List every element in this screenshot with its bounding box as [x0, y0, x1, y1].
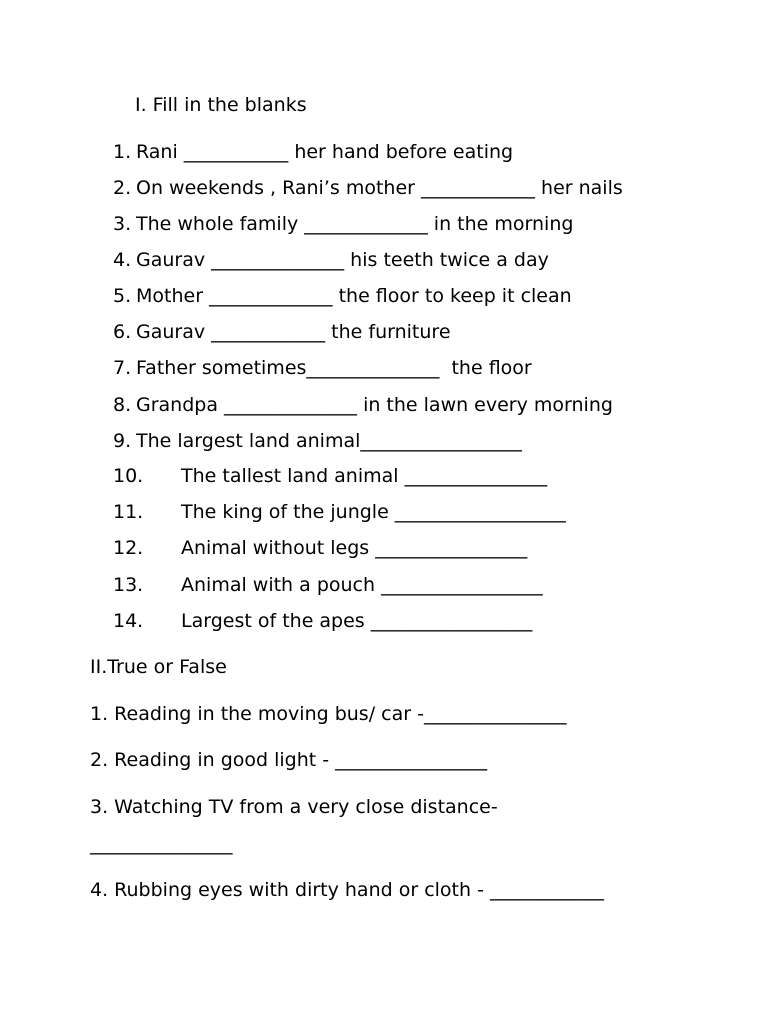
list-item-continuation: _______________ [90, 833, 233, 855]
item-number: 5. [113, 285, 132, 307]
item-number: 9. [113, 430, 132, 452]
item-text: Animal with a pouch _________________ [181, 574, 543, 596]
item-number: 6. [113, 321, 132, 343]
item-text: Grandpa ______________ in the lawn every morning [136, 394, 613, 416]
item-number: 4. [113, 249, 132, 271]
item-number: 12. [113, 537, 144, 559]
item-number: 8. [113, 394, 132, 416]
item-text: Gaurav ____________ the furniture [136, 321, 451, 343]
item-number: 10. [113, 465, 144, 487]
item-number: 1. [113, 141, 132, 163]
item-text: The whole family _____________ in the morning [136, 213, 574, 235]
item-text: Animal without legs ________________ [181, 537, 528, 559]
item-text: On weekends , Rani’s mother ____________ her nails [136, 177, 623, 199]
item-text: The largest land animal_________________ [136, 430, 522, 452]
item-number: 11. [113, 501, 144, 523]
item-number: 14. [113, 610, 144, 632]
item-text: Mother _____________ the floor to keep it clean [136, 285, 572, 307]
item-text: The king of the jungle __________________ [181, 501, 566, 523]
list-item: 2. Reading in good light - ________________ [90, 749, 488, 771]
item-number: 3. [113, 213, 132, 235]
item-number: 13. [113, 574, 144, 596]
item-number: 2. [113, 177, 132, 199]
section-2-heading: II.True or False [90, 656, 227, 678]
item-text: Rani ___________ her hand before eating [136, 141, 514, 163]
list-item: 3. Watching TV from a very close distance- [90, 796, 498, 818]
section-1-heading: I. Fill in the blanks [135, 94, 307, 116]
item-text: Father sometimes______________ the floor [136, 357, 532, 379]
item-text: Largest of the apes _________________ [181, 610, 533, 632]
item-text: Gaurav ______________ his teeth twice a day [136, 249, 549, 271]
list-item: 1. Reading in the moving bus/ car -_______________ [90, 703, 567, 725]
item-number: 7. [113, 357, 132, 379]
item-text: The tallest land animal _______________ [181, 465, 548, 487]
list-item: 4. Rubbing eyes with dirty hand or cloth - ____________ [90, 879, 604, 901]
